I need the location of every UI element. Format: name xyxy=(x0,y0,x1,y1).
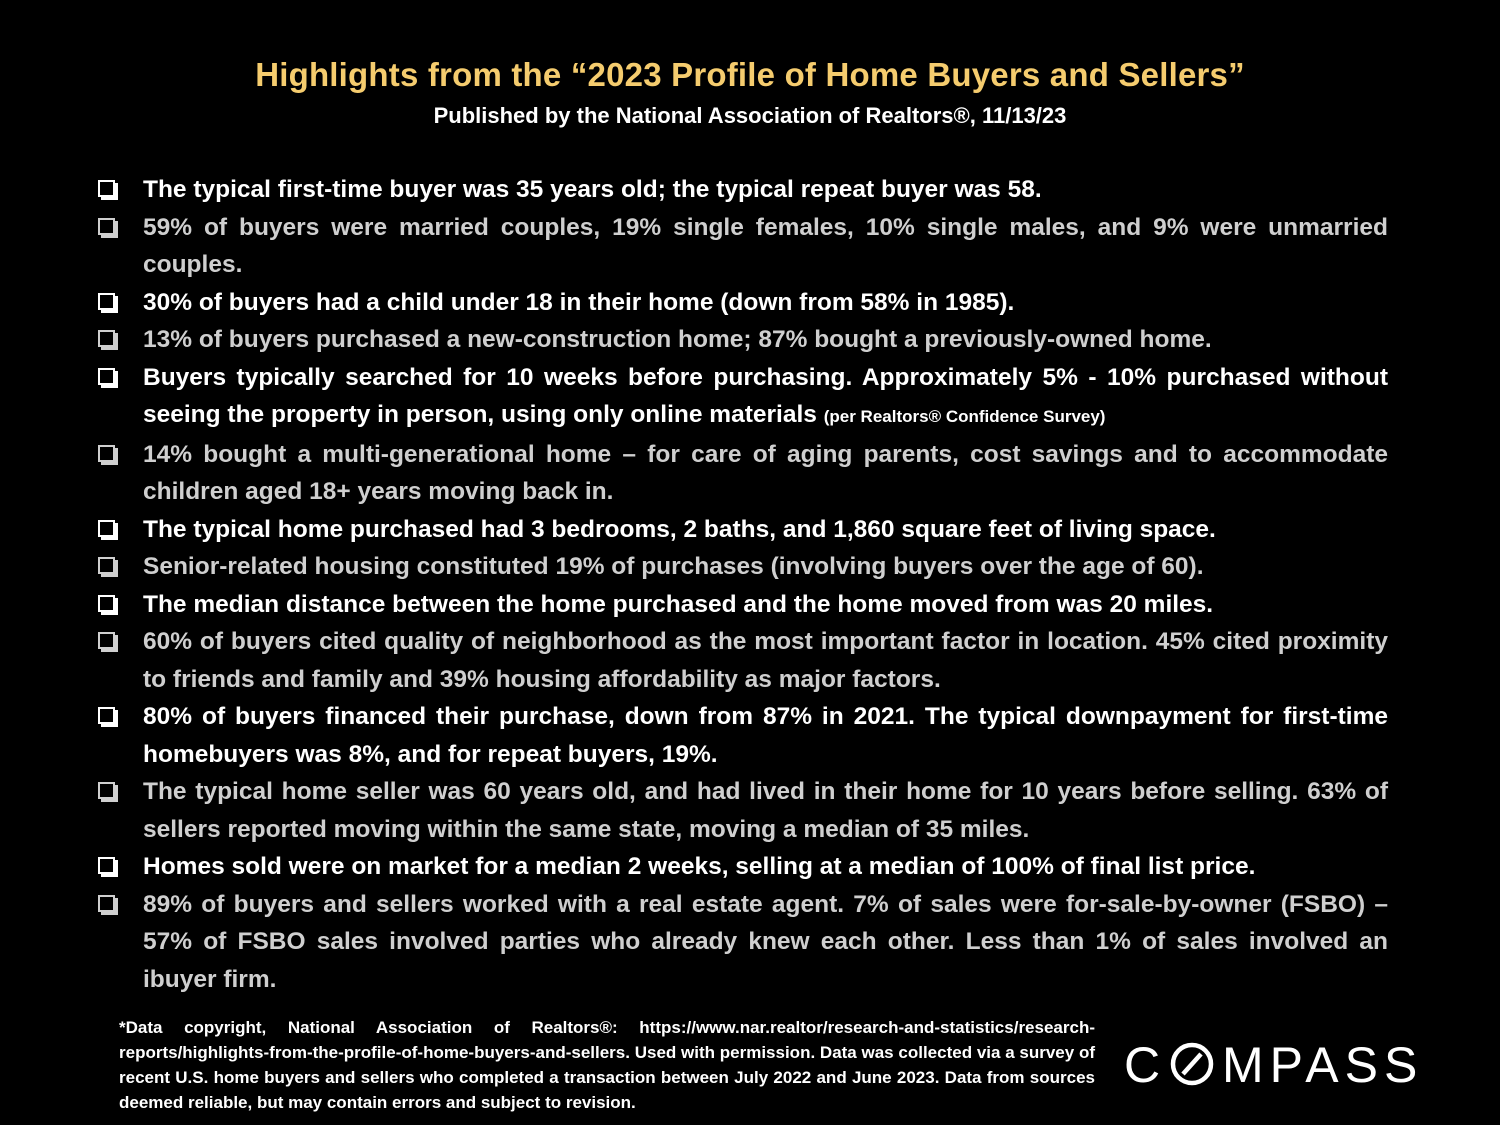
list-item xyxy=(98,548,1388,586)
list-item-text: Senior-related housing constituted 19% of purchases (involving buyers over the age of 60). xyxy=(143,553,1204,580)
list-item xyxy=(98,321,1388,359)
list-item xyxy=(98,209,1388,284)
list-item-note: (per Realtors® Confidence Survey) xyxy=(823,407,1106,426)
checkbox-icon xyxy=(98,707,115,724)
list-item-text: The median distance between the home purchased and the home moved from was 20 miles. xyxy=(143,590,1214,618)
list-item-text: 60% of buyers cited quality of neighborhood as the most important factor in location. 45% cited proximity to friends and family and 39% housing affordability as major factors. xyxy=(143,628,1388,693)
checkbox-icon xyxy=(98,857,115,874)
list-item-text: 14% bought a multi-generational home – for care of aging parents, cost savings and to accommodate children aged 18+ years moving back in. xyxy=(143,440,1388,505)
list-item xyxy=(98,511,1388,549)
list-item xyxy=(98,848,1388,886)
checkbox-icon xyxy=(98,180,115,197)
checkbox-icon xyxy=(98,368,115,385)
list-item-text: 59% of buyers were married couples, 19% single females, 10% single males, and 9% were unmarried couples. xyxy=(143,213,1388,278)
highlights-list xyxy=(98,171,1388,998)
list-item-text: 13% of buyers purchased a new-construction home; 87% bought a previously-owned home. xyxy=(143,326,1212,353)
list-item-text: 80% of buyers financed their purchase, down from 87% in 2021. The typical downpayment for first-time homebuyers was 8%, and for repeat buyers, 19%. xyxy=(143,703,1388,768)
list-item xyxy=(98,586,1388,624)
checkbox-icon xyxy=(98,218,115,235)
list-item-text: The typical home purchased had 3 bedrooms, 2 baths, and 1,860 square feet of living space. xyxy=(143,515,1216,543)
checkbox-icon xyxy=(98,595,115,612)
checkbox-icon xyxy=(98,330,115,347)
compass-logo xyxy=(1124,1036,1444,1092)
list-item-text: Homes sold were on market for a median 2 weeks, selling at a median of 100% of final list price. xyxy=(143,853,1256,880)
list-item xyxy=(98,436,1388,511)
list-item-text: 89% of buyers and sellers worked with a real estate agent. 7% of sales were for-sale-by-owner (FSBO) – 57% of FSBO sales involved parties who already knew each other. Less than 1% of sales involved an ibuyer firm. xyxy=(143,890,1388,993)
page-subtitle: Published by the National Association of Realtors®, 11/13/23 xyxy=(433,103,1067,128)
list-item-text: 30% of buyers had a child under 18 in their home (down from 58% in 1985). xyxy=(143,288,1015,316)
footnote: *Data copyright, National Association of Realtors®: https://www.nar.realtor/research-and-statistics/research-reports/highlights-from-the-profile-of-home-buyers-and-sellers. Used with permission. Data was collected via a survey of recent U.S. home buyers and sellers who completed a transaction between July 2022 and June 2023. Data from sources deemed reliable, but may contain errors and subject to revision. xyxy=(119,1018,1095,1112)
checkbox-icon xyxy=(98,445,115,462)
checkbox-icon xyxy=(98,557,115,574)
list-item xyxy=(98,698,1388,773)
list-item-text: The typical home seller was 60 years old, and had lived in their home for 10 years before selling. 63% of sellers reported moving within the same state, moving a median of 35 miles. xyxy=(143,778,1388,843)
logo-o-slash xyxy=(1173,1045,1211,1083)
list-item xyxy=(98,284,1388,322)
list-item xyxy=(98,773,1388,848)
compass-logo-mark xyxy=(1124,1036,1444,1092)
list-item xyxy=(98,886,1388,999)
list-item xyxy=(98,359,1388,436)
checkbox-icon xyxy=(98,293,115,310)
checkbox-icon xyxy=(98,632,115,649)
list-item-text: Buyers typically searched for 10 weeks before purchasing. Approximately 5% - 10% purchased without seeing the property in person, using only online materials xyxy=(143,363,1388,428)
page-title: Highlights from the “2023 Profile of Home Buyers and Sellers” xyxy=(255,56,1245,93)
checkbox-icon xyxy=(98,895,115,912)
checkbox-icon xyxy=(98,782,115,799)
logo-letter: C xyxy=(1124,1037,1166,1092)
list-item xyxy=(98,623,1388,698)
logo-letters: MPASS xyxy=(1222,1037,1424,1092)
list-item xyxy=(98,171,1388,209)
list-item-text: The typical first-time buyer was 35 years old; the typical repeat buyer was 58. xyxy=(143,176,1042,203)
checkbox-icon xyxy=(98,520,115,537)
